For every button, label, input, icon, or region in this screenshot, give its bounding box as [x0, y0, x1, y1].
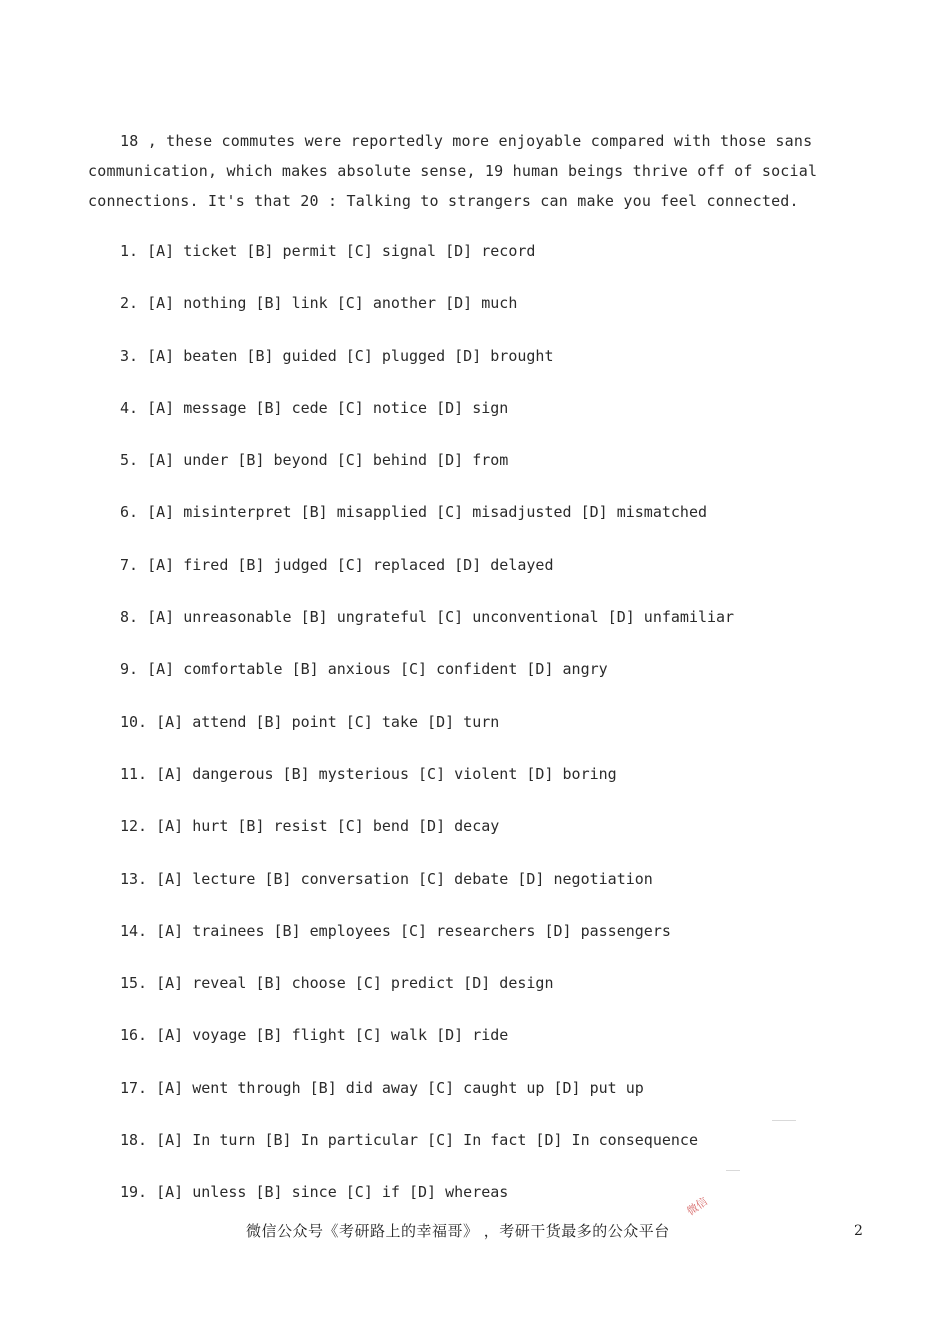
option-line-7: 7. [A] fired [B] judged [C] replaced [D] delayed — [120, 555, 554, 574]
option-line-18: 18. [A] In turn [B] In particular [C] In fact [D] In consequence — [120, 1131, 698, 1150]
passage-text: 18 , these commutes were reportedly more enjoyable compared with those sans communication, which makes absolute sense, 19 human beings thrive off of social connections. It's that 20 : Talking to strangers can make you feel connected. — [88, 132, 818, 210]
option-line-16: 16. [A] voyage [B] flight [C] walk [D] ride — [120, 1026, 509, 1045]
option-line-15: 15. [A] reveal [B] choose [C] predict [D] design — [120, 974, 554, 993]
option-line-3: 3. [A] beaten [B] guided [C] plugged [D] brought — [120, 346, 554, 365]
watermark-stamp: 微信 — [684, 1194, 711, 1219]
page-footer — [0, 1218, 950, 1248]
option-line-10: 10. [A] attend [B] point [C] take [D] turn — [120, 712, 500, 731]
footer-text: 微信公众号《考研路上的幸福哥》 ，考研干货最多的公众平台 — [246, 1222, 670, 1240]
option-line-6: 6. [A] misinterpret [B] misapplied [C] misadjusted [D] mismatched — [120, 503, 707, 522]
option-line-12: 12. [A] hurt [B] resist [C] bend [D] decay — [120, 817, 500, 836]
option-line-8: 8. [A] unreasonable [B] ungrateful [C] unconventional [D] unfamiliar — [120, 608, 735, 627]
scan-mark — [772, 1120, 796, 1121]
option-line-2: 2. [A] nothing [B] link [C] another [D] much — [120, 294, 518, 313]
option-line-11: 11. [A] dangerous [B] mysterious [C] violent [D] boring — [120, 764, 617, 783]
option-line-13: 13. [A] lecture [B] conversation [C] debate [D] negotiation — [120, 869, 653, 888]
option-line-14: 14. [A] trainees [B] employees [C] researchers [D] passengers — [120, 921, 671, 940]
passage-paragraph — [88, 126, 878, 216]
answer-options-list — [120, 237, 860, 1231]
option-line-1: 1. [A] ticket [B] permit [C] signal [D] record — [120, 242, 536, 260]
option-line-19: 19. [A] unless [B] since [C] if [D] whereas — [120, 1183, 509, 1202]
option-line-4: 4. [A] message [B] cede [C] notice [D] sign — [120, 398, 509, 417]
option-line-9: 9. [A] comfortable [B] anxious [C] confident [D] angry — [120, 660, 608, 679]
option-line-5: 5. [A] under [B] beyond [C] behind [D] from — [120, 451, 509, 470]
option-line-17: 17. [A] went through [B] did away [C] caught up [D] put up — [120, 1078, 644, 1097]
scan-mark — [726, 1170, 740, 1171]
page-number: 2 — [854, 1223, 863, 1239]
